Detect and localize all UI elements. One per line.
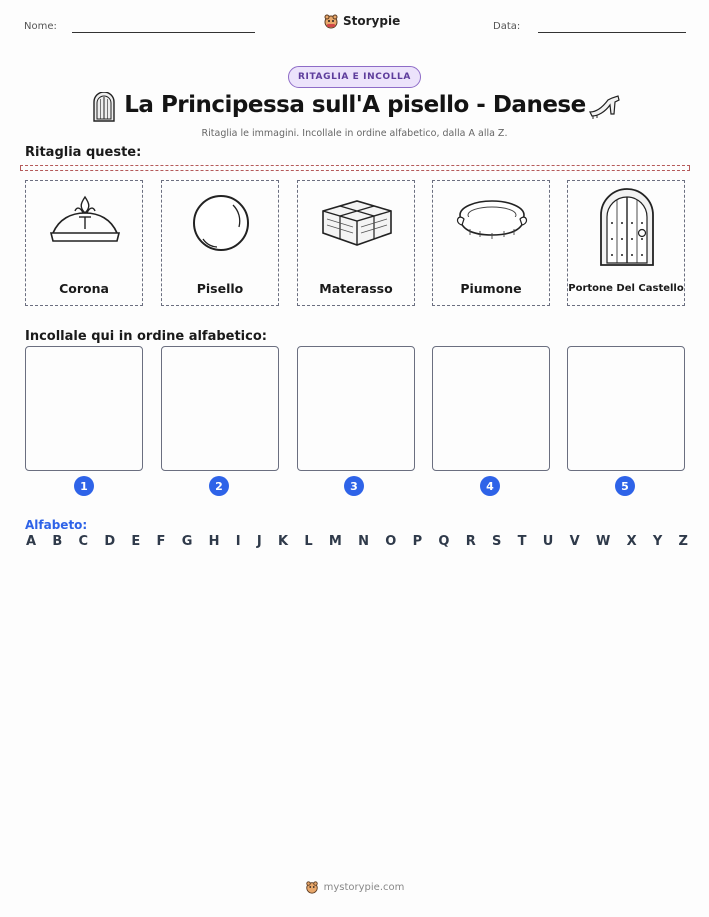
cut-card-materasso[interactable]: [297, 180, 415, 306]
duvet-icon: [452, 189, 532, 259]
card-label: Pisello: [196, 281, 244, 296]
alphabet-letter: H: [208, 534, 220, 549]
crown-icon: [45, 189, 125, 259]
paste-slot-3[interactable]: [297, 346, 415, 471]
slot-number-badge: 5: [615, 476, 635, 496]
alphabet-letter: O: [385, 534, 397, 549]
alphabet-title: Alfabeto:: [25, 518, 88, 532]
alphabet-letter: R: [465, 534, 476, 549]
cut-section-title: Ritaglia queste:: [25, 145, 142, 160]
footer-url[interactable]: mystorypie.com: [323, 881, 405, 893]
castle-door-icon: [587, 187, 667, 267]
alphabet-letter: W: [595, 534, 611, 549]
cut-card-corona[interactable]: [25, 180, 143, 306]
alphabet-letter: F: [156, 534, 166, 549]
alphabet-letter: G: [181, 534, 193, 549]
alphabet-letter: V: [569, 534, 580, 549]
alphabet-letter: U: [542, 534, 554, 549]
card-label: Piumone: [460, 281, 522, 296]
paste-slot-4[interactable]: [432, 346, 550, 471]
card-label: Corona: [59, 281, 109, 296]
name-field-line[interactable]: [72, 32, 255, 33]
cut-line: [20, 165, 690, 171]
alphabet-letter: L: [304, 534, 313, 549]
card-label: Portone Del Castello: [568, 283, 684, 294]
slot-number-badge: 2: [209, 476, 229, 496]
date-label: Data:: [493, 21, 521, 32]
alphabet-letter: Y: [652, 534, 663, 549]
mattress-icon: [317, 189, 397, 259]
glass-slipper-icon: [588, 92, 622, 120]
paste-slot-5[interactable]: [567, 346, 685, 471]
alphabet-letter: Z: [678, 534, 688, 549]
card-label: Materasso: [319, 281, 393, 296]
activity-badge: RITAGLIA E INCOLLA: [288, 66, 421, 88]
cut-card-piumone[interactable]: [432, 180, 550, 306]
alphabet-letter: S: [492, 534, 502, 549]
cut-card-portone-del-castello[interactable]: [567, 180, 685, 306]
alphabet-letter: P: [412, 534, 423, 549]
alphabet-letter: B: [52, 534, 63, 549]
alphabet-letter: J: [256, 534, 262, 549]
alphabet-letter: D: [104, 534, 116, 549]
storypie-mascot-icon: [305, 880, 319, 894]
alphabet-letter: E: [131, 534, 141, 549]
name-label: Nome:: [24, 21, 57, 32]
date-field-line[interactable]: [538, 32, 686, 33]
alphabet-letter: T: [517, 534, 527, 549]
alphabet-letter: K: [278, 534, 289, 549]
castle-door-icon: [92, 92, 116, 122]
storypie-mascot-icon: [323, 13, 339, 29]
slot-number-badge: 4: [480, 476, 500, 496]
alphabet-letter: I: [235, 534, 241, 549]
alphabet-letter: N: [358, 534, 370, 549]
paste-section-title: Incollale qui in ordine alfabetico:: [25, 329, 267, 344]
alphabet-letter: C: [78, 534, 89, 549]
alphabet-letter: A: [26, 534, 37, 549]
brand-logo: [323, 13, 400, 29]
pea-icon: [181, 189, 261, 259]
alphabet-letter: X: [626, 534, 637, 549]
instructions: Ritaglia le immagini. Incollale in ordine alfabetico, dalla A alla Z.: [201, 128, 508, 139]
paste-slot-1[interactable]: [25, 346, 143, 471]
page-title: La Principessa sull'A pisello - Danese: [124, 92, 586, 118]
cut-card-pisello[interactable]: [161, 180, 279, 306]
slot-number-badge: 3: [344, 476, 364, 496]
alphabet-letter: Q: [438, 534, 450, 549]
brand-name: Storypie: [343, 14, 401, 28]
slot-number-badge: 1: [74, 476, 94, 496]
footer: [0, 880, 709, 894]
alphabet-row: [26, 534, 688, 549]
alphabet-letter: M: [328, 534, 342, 549]
paste-slot-2[interactable]: [161, 346, 279, 471]
